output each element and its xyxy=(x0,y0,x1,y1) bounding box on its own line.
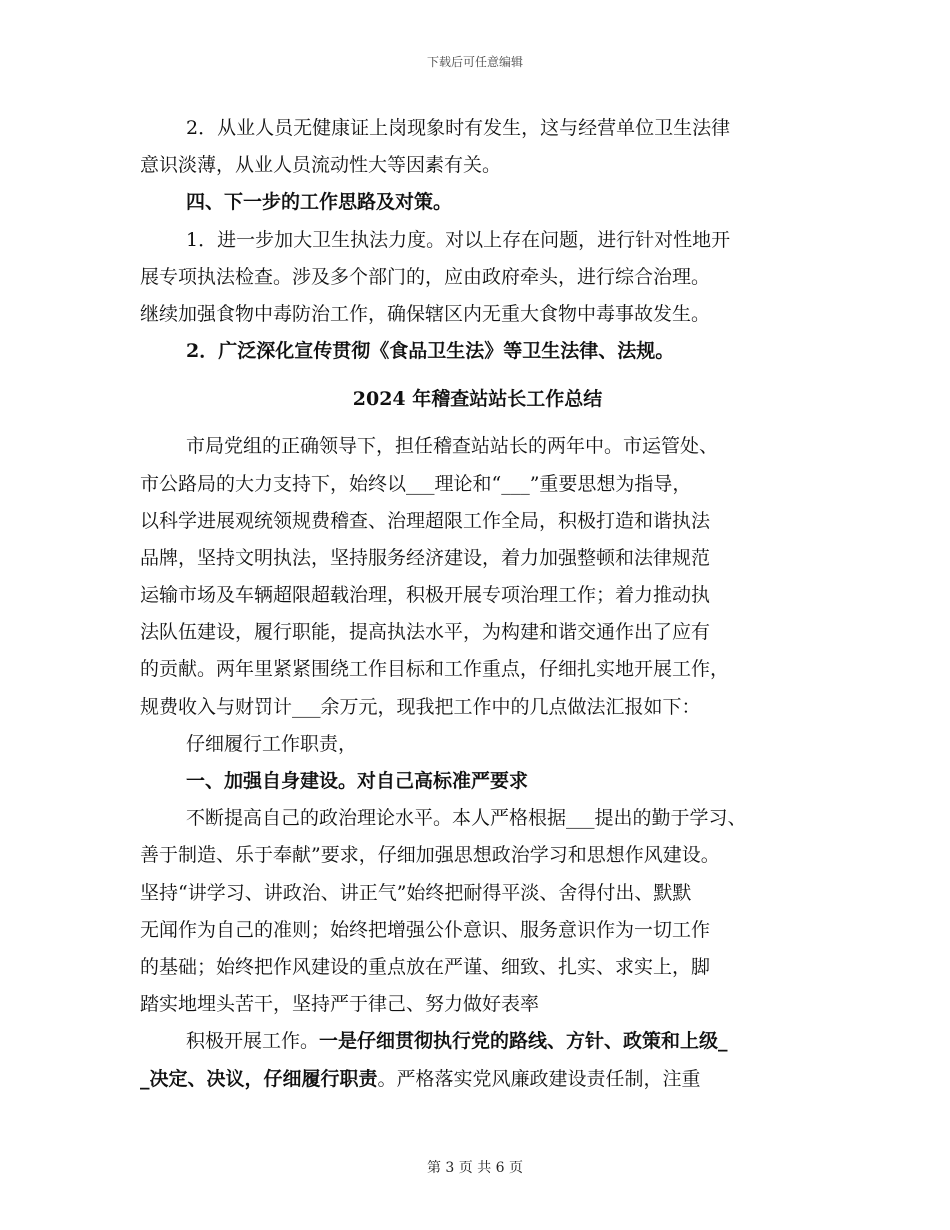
paragraph-line: 继续加强食物中毒防治工作，确保辖区内无重大食物中毒事故发生。 xyxy=(140,302,711,325)
paragraph-line: 的贡献。两年里紧紧围绕工作目标和工作重点，仔细扎实地开展工作， xyxy=(140,658,730,681)
paragraph-line: 无闻作为自己的准则；始终把增强公仆意识、服务意识作为一切工作 xyxy=(140,918,711,941)
paragraph-line: 2．从业人员无健康证上岗现象时有发生，这与经营单位卫生法律 xyxy=(186,117,731,139)
paragraph-line: 的基础；始终把作风建设的重点放在严谨、细致、扎实、求实上，脚 xyxy=(140,955,711,978)
paragraph-line: 法队伍建设，履行职能，提高执法水平，为构建和谐交通作出了应有 xyxy=(140,621,711,644)
paragraph-line: 1．进一步加大卫生执法力度。对以上存在问题，进行针对性地开 xyxy=(186,228,731,251)
paragraph-line: 展专项执法检查。涉及多个部门的，应由政府牵头，进行综合治理。 xyxy=(140,265,711,288)
paragraph-line: 仔细履行工作职责， xyxy=(186,732,358,755)
paragraph-line xyxy=(140,1023,815,1060)
paragraph-line: 运输市场及车辆超限超载治理，积极开展专项治理工作；着力推动执 xyxy=(140,584,711,607)
paragraph-line: 市公路局的大力支持下，始终以___理论和“___”重要思想为指导， xyxy=(140,472,692,495)
paragraph-line: 坚持“讲学习、讲政治、讲正气”始终把耐得平淡、舍得付出、默默 xyxy=(140,881,692,904)
document-body xyxy=(140,110,815,1098)
section-heading: 一、加强自身建设。对自己高标准严要求 xyxy=(186,770,529,792)
page-footer: 第 3 页 共 6 页 xyxy=(426,1160,524,1176)
line-text-bold: _决定、决议，仔细履行职责 xyxy=(140,1067,378,1090)
paragraph-line: 规费收入与财罚计___余万元，现我把工作中的几点做法汇报如下： xyxy=(140,695,701,718)
paragraph-line: 品牌，坚持文明执法，坚持服务经济建设，着力加强整顿和法律规范 xyxy=(140,546,711,569)
paragraph-line: 以科学进展观统领规费稽查、治理超限工作全局，积极打造和谐执法 xyxy=(140,509,711,532)
paragraph-line: 市局党组的正确领导下，担任稽查站站长的两年中。市运管处、 xyxy=(186,435,719,458)
paragraph-line: 踏实地埋头苦干，坚持严于律己、努力做好表率 xyxy=(140,993,540,1016)
paragraph-line: 善于制造、乐于奉献”要求，仔细加强思想政治学习和思想作风建设。 xyxy=(140,844,720,867)
section-heading: 四、下一步的工作思路及对策。 xyxy=(186,191,453,214)
section-heading: 2．广泛深化宣传贯彻《食品卫生法》等卫生法律、法规。 xyxy=(186,340,675,363)
paragraph-line: 不断提高自己的政治理论水平。本人严格根据___提出的勤于学习、 xyxy=(186,807,747,830)
line-text: 。严格落实党风廉政建设责任制，注重 xyxy=(377,1067,701,1090)
paragraph-line: 意识淡薄，从业人员流动性大等因素有关。 xyxy=(140,154,502,177)
line-text: 积极开展工作。 xyxy=(186,1030,320,1053)
line-text-bold: 一是仔细贯彻执行党的路线、方针、政策和上级_ xyxy=(319,1030,728,1053)
document-title: 2024 年稽查站站长工作总结 xyxy=(352,388,603,411)
page-header: 下载后可任意编辑 xyxy=(426,55,523,69)
paragraph-line xyxy=(140,1061,815,1098)
